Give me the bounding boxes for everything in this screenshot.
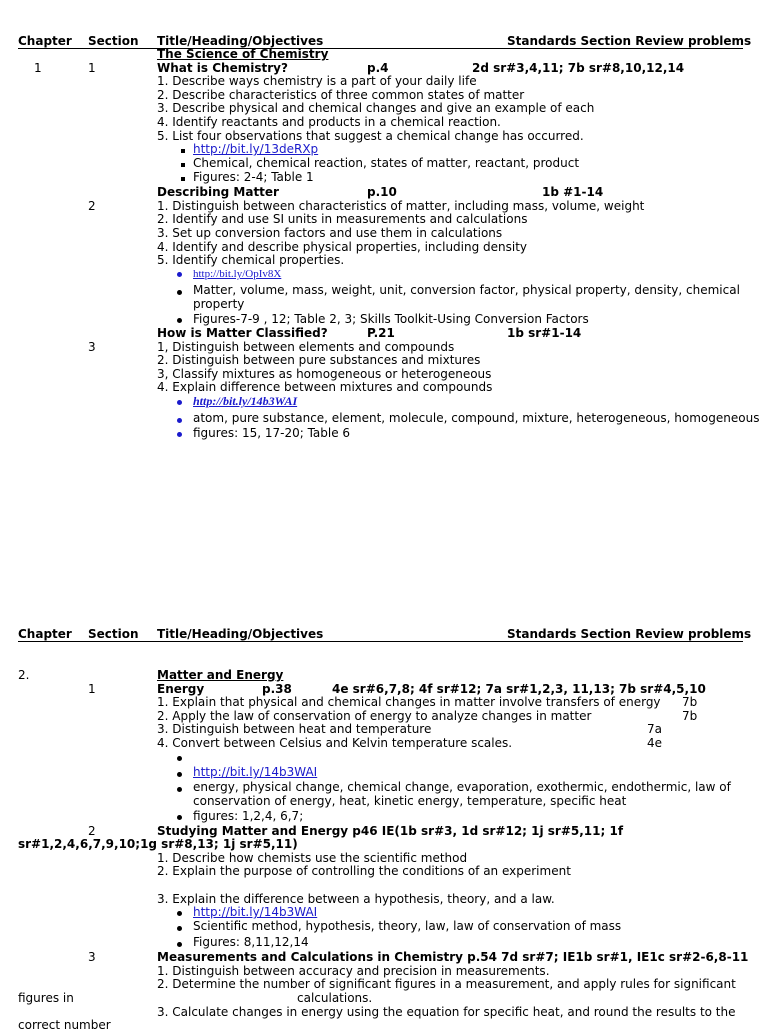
objective: 3. Calculate changes in energy using the equation for specific heat, and round the results to the (157, 1005, 736, 1019)
figures-list: Figures-7-9 , 12; Table 2, 3; Skills Toolkit-Using Conversion Factors (193, 312, 589, 326)
objective: 1. Explain that physical and chemical changes in matter involve transfers of energy (157, 695, 661, 709)
section-1-1-standards: 2d sr#3,4,11; 7b sr#8,10,12,14 (472, 61, 685, 75)
resource-link[interactable]: http://bit.ly/14b3WAI (193, 765, 318, 779)
objective: 1, Distinguish between elements and compounds (157, 340, 455, 354)
objective: 3, Classify mixtures as homogeneous or heterogeneous (157, 367, 492, 381)
section-2-3-heading: Measurements and Calculations in Chemistry p.54 7d sr#7; IE1b sr#1, IE1c sr#2-6,8-11 (157, 950, 749, 964)
section-1-2-heading: Describing Matter (157, 185, 279, 199)
bullet-icon (177, 418, 182, 423)
objective: 4. Identify reactants and products in a chemical reaction. (157, 115, 501, 129)
resource-link[interactable]: http://bit.ly/OpIv8X (193, 268, 282, 280)
resource-link[interactable]: http://bit.ly/14b3WAI (193, 394, 298, 408)
header-section: Section (88, 627, 139, 641)
section-1-2-page: p.10 (367, 185, 397, 199)
header-rule (18, 48, 743, 49)
objective: 2. Distinguish between pure substances and mixtures (157, 353, 481, 367)
section-1-3-page: P.21 (367, 326, 395, 340)
header-section: Section (88, 34, 139, 48)
figures-list: Figures: 8,11,12,14 (193, 935, 309, 949)
resource-link[interactable]: http://bit.ly/13deRXp (193, 142, 319, 156)
section-2-2-number: 2 (88, 824, 96, 838)
section-1-3-heading: How is Matter Classified? (157, 326, 328, 340)
objective: 2. Identify and use SI units in measurements and calculations (157, 212, 528, 226)
vocabulary-list: energy, physical change, chemical change, evaporation, exothermic, endothermic, law of (193, 780, 731, 794)
vocabulary-list-continued: property (193, 297, 245, 311)
section-1-1-heading: What is Chemistry? (157, 61, 288, 75)
section-1-2-number: 2 (88, 199, 96, 213)
objective-continued: calculations. (297, 991, 373, 1005)
objective: 1. Describe how chemists use the scientific method (157, 851, 468, 865)
vocabulary-list-continued: conservation of energy, heat, kinetic energy, temperature, specific heat (193, 794, 627, 808)
margin-note: figures in (18, 991, 74, 1005)
bullet-icon (177, 400, 182, 405)
section-2-3-number: 3 (88, 950, 96, 964)
vocabulary-list: Matter, volume, mass, weight, unit, conversion factor, physical property, density, chemical (193, 283, 740, 297)
bullet-icon (177, 318, 182, 323)
objective: 5. List four observations that suggest a chemical change has occurred. (157, 129, 584, 143)
figures-list: figures: 1,2,4, 6,7; (193, 809, 304, 823)
section-1-2-standards: 1b #1-14 (542, 185, 604, 199)
chapter-1-title: The Science of Chemistry (157, 47, 329, 61)
section-1-1-page: p.4 (367, 61, 389, 75)
margin-note: correct number (18, 1018, 111, 1032)
objective: 1. Distinguish between characteristics of matter, including mass, volume, weight (157, 199, 645, 213)
section-2-1-page: p.38 (262, 682, 292, 696)
section-1-3-standards: 1b sr#1-14 (507, 326, 582, 340)
bullet-icon (181, 163, 185, 167)
objective: 3. Describe physical and chemical changes and give an example of each (157, 101, 595, 115)
bullet-icon (181, 177, 185, 181)
vocabulary-list: Chemical, chemical reaction, states of matter, reactant, product (193, 156, 580, 170)
header-standards: Standards Section Review problems (507, 34, 752, 48)
section-1-3-number: 3 (88, 340, 96, 354)
section-2-2-heading: Studying Matter and Energy p46 IE(1b sr#3, 1d sr#12; 1j sr#5,11; 1f (157, 824, 624, 838)
objective-standard: 7b (682, 695, 698, 709)
objective-standard: 4e (647, 736, 663, 750)
section-2-1-standards: 4e sr#6,7,8; 4f sr#12; 7a sr#1,2,3, 11,13; 7b sr#4,5,10 (332, 682, 706, 696)
objective: 5. Identify chemical properties. (157, 253, 345, 267)
header-chapter: Chapter (18, 34, 72, 48)
objective: 3. Set up conversion factors and use them in calculations (157, 226, 503, 240)
objective: 2. Apply the law of conservation of energy to analyze changes in matter (157, 709, 592, 723)
bullet-icon (177, 911, 182, 916)
section-2-1-number: 1 (88, 682, 96, 696)
header-title: Title/Heading/Objectives (157, 34, 324, 48)
objective: 2. Determine the number of significant figures in a measurement, and apply rules for significant (157, 977, 736, 991)
header-chapter: Chapter (18, 627, 72, 641)
section-2-2-heading-continued: sr#1,2,4,6,7,9,10;1g sr#8,13; 1j sr#5,11) (18, 837, 298, 851)
chapter-1-number: 1 (34, 61, 42, 75)
header-standards: Standards Section Review problems (507, 627, 752, 641)
bullet-icon (177, 942, 182, 947)
objective: 1. Distinguish between accuracy and precision in measurements. (157, 964, 550, 978)
objective-standard: 7a (647, 722, 662, 736)
bullet-icon (177, 272, 182, 277)
chapter-2-title: Matter and Energy (157, 668, 284, 682)
bullet-icon (177, 772, 182, 777)
bullet-icon (181, 149, 185, 153)
figures-list: figures: 15, 17-20; Table 6 (193, 426, 351, 440)
header-title: Title/Heading/Objectives (157, 627, 324, 641)
bullet-icon (177, 815, 182, 820)
bullet-icon (177, 926, 182, 931)
section-2-1-heading: Energy (157, 682, 205, 696)
objective-standard: 7b (682, 709, 698, 723)
section-1-1-number: 1 (88, 61, 96, 75)
resource-link[interactable]: http://bit.ly/14b3WAI (193, 905, 318, 919)
objective: 1. Describe ways chemistry is a part of your daily life (157, 74, 477, 88)
objective: 3. Distinguish between heat and temperature (157, 722, 432, 736)
vocabulary-list: atom, pure substance, element, molecule, compound, mixture, heterogeneous, homogeneous (193, 411, 760, 425)
vocabulary-list: Scientific method, hypothesis, theory, law, law of conservation of mass (193, 919, 622, 933)
objective: 3. Explain the difference between a hypothesis, theory, and a law. (157, 892, 555, 906)
objective: 2. Describe characteristics of three common states of matter (157, 88, 525, 102)
chapter-2-number: 2. (18, 668, 30, 682)
bullet-icon (177, 432, 182, 437)
figures-list: Figures: 2-4; Table 1 (193, 170, 314, 184)
objective: 4. Explain difference between mixtures and compounds (157, 380, 493, 394)
objective: 2. Explain the purpose of controlling the conditions of an experiment (157, 864, 571, 878)
header-rule (18, 641, 743, 642)
bullet-icon (177, 290, 182, 295)
objective: 4. Convert between Celsius and Kelvin temperature scales. (157, 736, 513, 750)
objective: 4. Identify and describe physical properties, including density (157, 240, 528, 254)
bullet-icon (177, 787, 182, 792)
bullet-icon (177, 756, 182, 761)
